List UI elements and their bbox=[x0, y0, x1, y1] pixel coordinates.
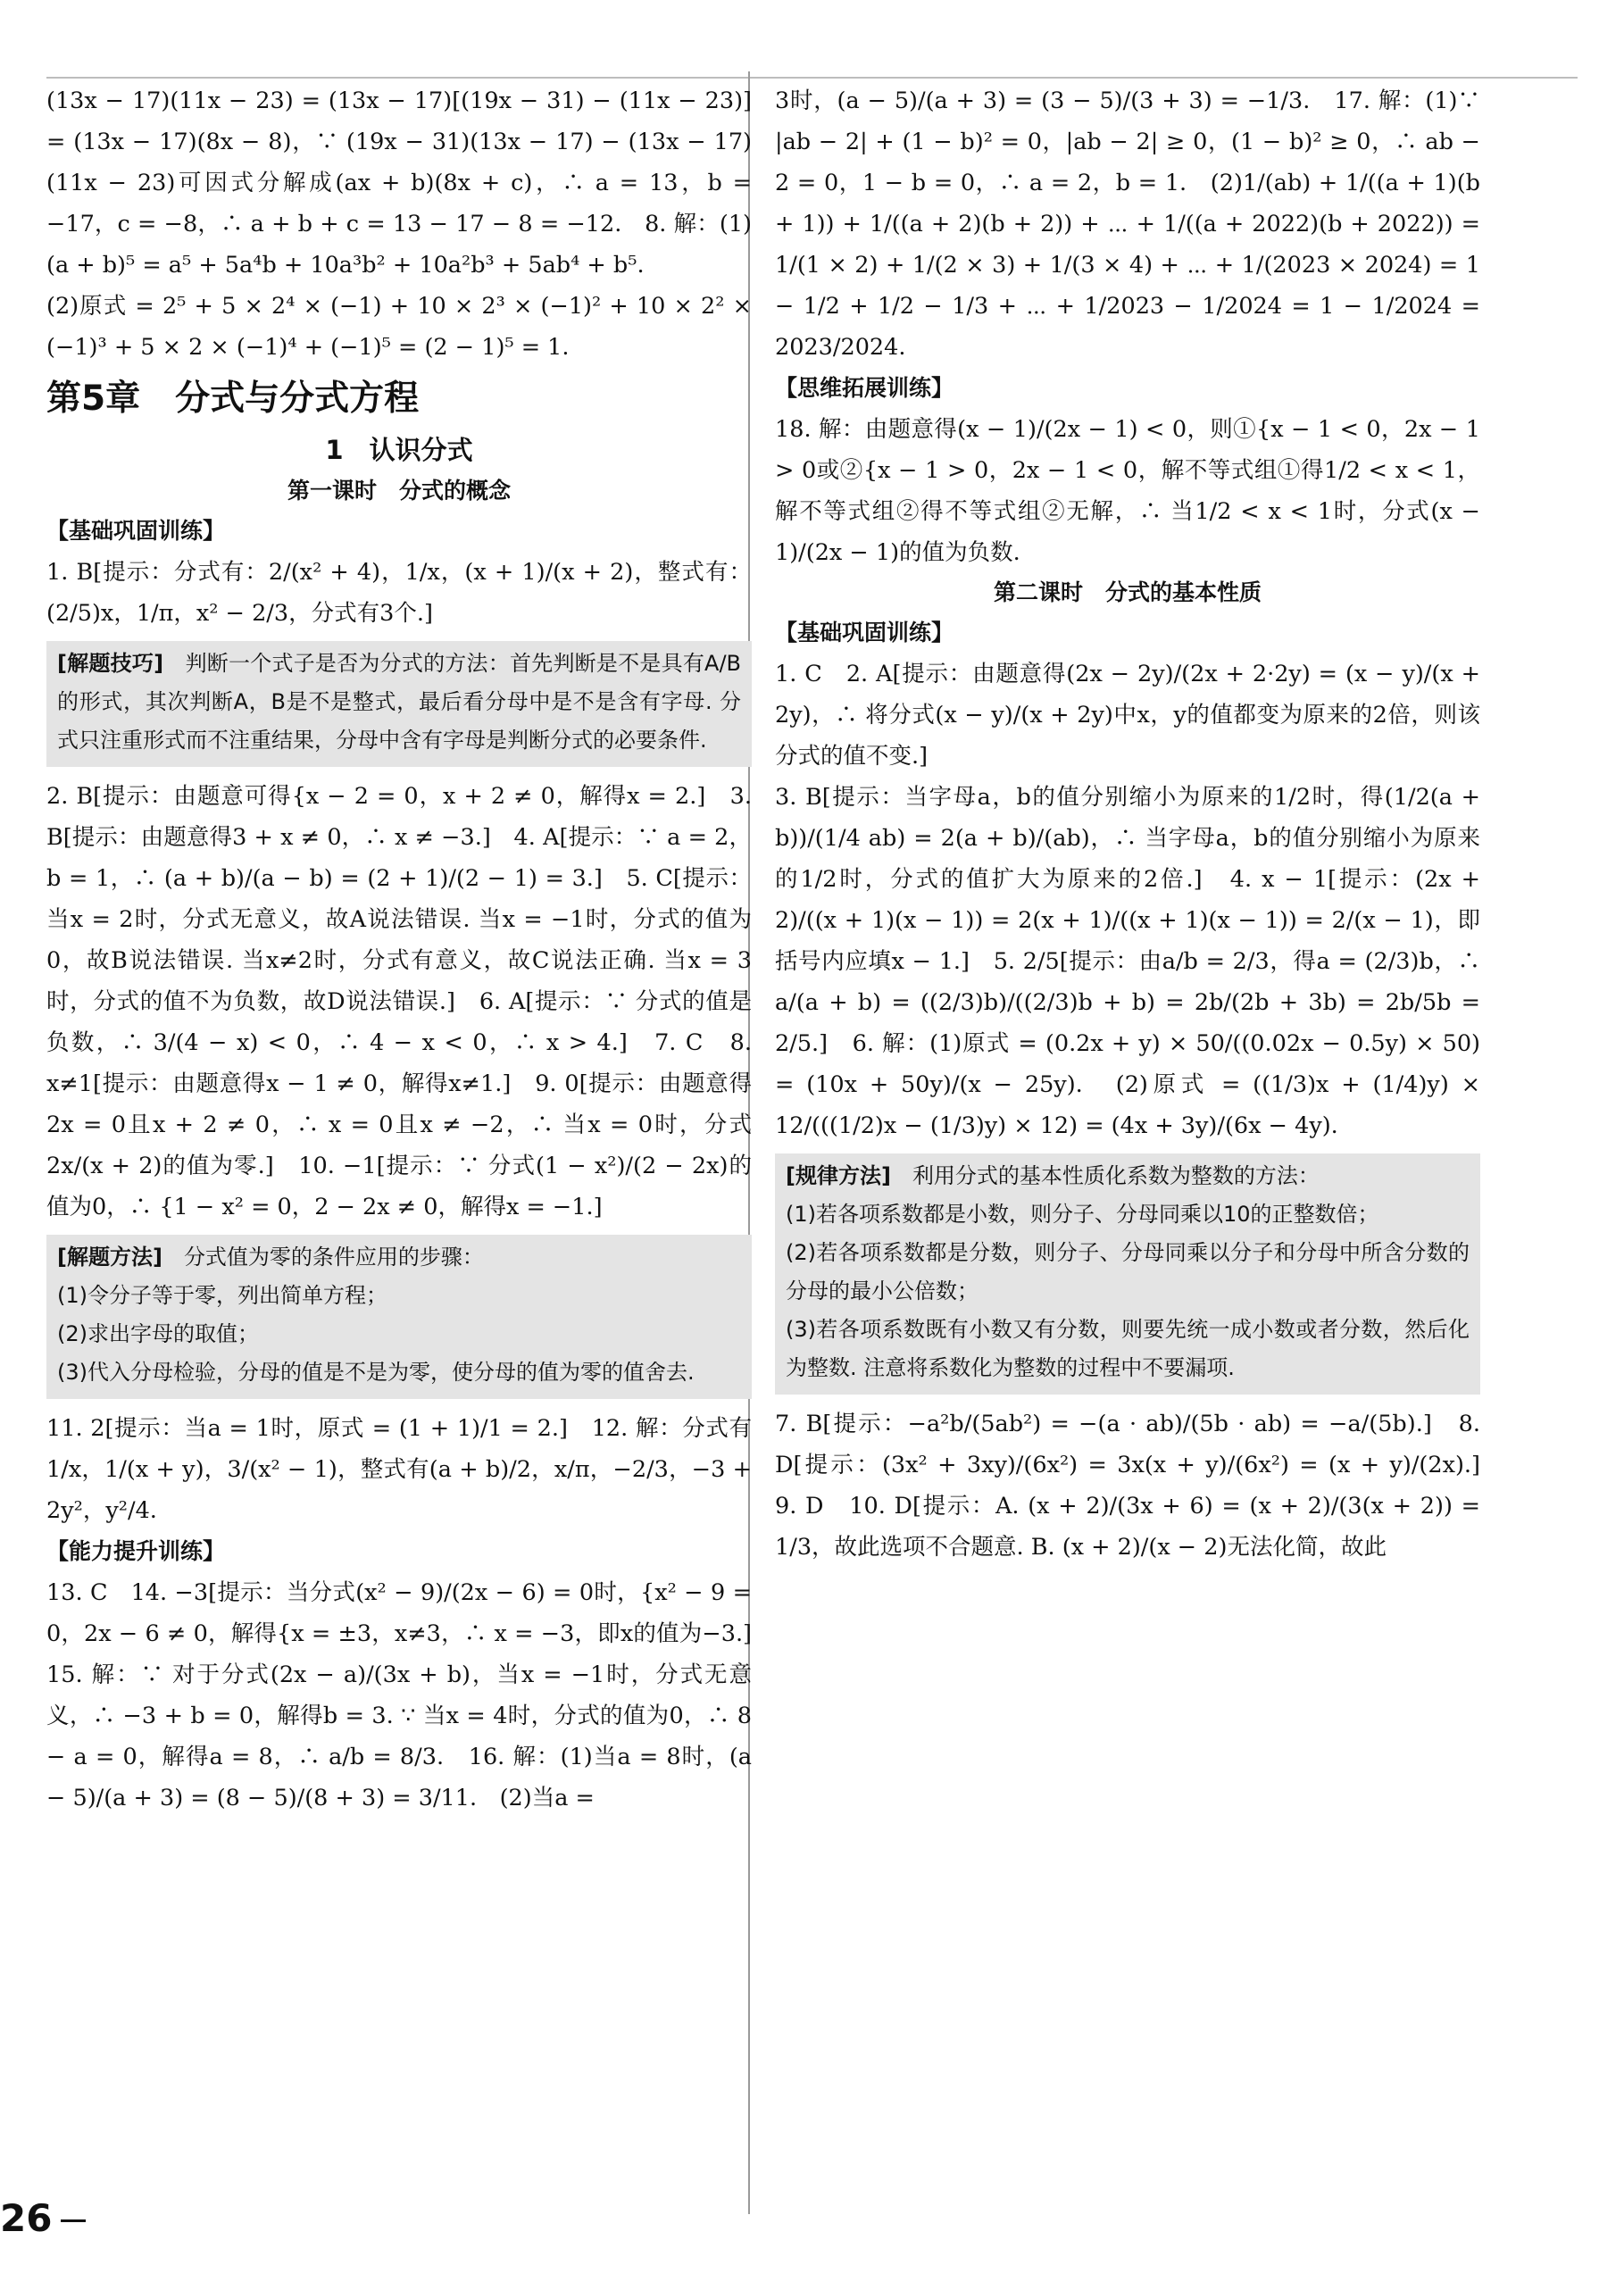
top-rule bbox=[46, 77, 1578, 79]
right-column bbox=[775, 80, 1503, 1568]
tip-line: (1)若各项系数都是小数，则分子、分母同乘以10的正整数倍； bbox=[786, 1202, 1379, 1227]
basic-training-heading: 【基础巩固训练】 bbox=[46, 518, 226, 544]
answers-1-2: 1. C 2. A[提示：由题意得(2x − 2y)/(2x + 2·2y) = (x − y)/(x + 2y)，∴ 将分式(x − y)/(x + 2y)中x，y的值都变为原来的2倍，则该分式的值不变.] bbox=[775, 661, 1480, 770]
lesson-title: 第一课时 分式的概念 bbox=[287, 478, 511, 504]
answers-7-10: 7. B[提示：−a²b/(5ab²) = −(a · ab)/(5b · ab) = −a/(5b).] 8. D[提示：(3x² + 3xy)/(6x²) = 3x(x + y)/(6x²) = (x + y)/(2x).] 9. D 10. D[提示：A. (x + 2)/(3x + 6) = (x + 2)/(3(x + 2)) = 1/3，故此选项不合题意. B. (x + 2)/(x − 2)无法化简，故此 bbox=[775, 1411, 1503, 1561]
tip-line: (3)代入分母检验，分母的值是不是为零，使分母的值为零的值舍去. bbox=[57, 1360, 695, 1385]
answer-1: 1. B[提示：分式有：2/(x² + 4)，1/x，(x + 1)/(x + 2)，整式有：(2/5)x，1/π，x² − 2/3，分式有3个.] bbox=[46, 559, 752, 627]
tip-text: 判断一个式子是否为分式的方法：首先判断是不是具有A/B的形式，其次判断A，B是不是整式，最后看分母中是不是含有字母. 分式只注重形式而不注重结果，分母中含有字母是判断分式的必要条件. bbox=[57, 651, 742, 753]
section-title: 1 认识分式 bbox=[325, 435, 473, 465]
tip-line: 利用分式的基本性质化系数为整数的方法： bbox=[912, 1163, 1320, 1188]
answers-13-16: 13. C 14. −3[提示：当分式(x² − 9)/(2x − 6) = 0时，{x² − 9 = 0，2x − 6 ≠ 0，解得{x = ±3，x≠3，∴ x = −3，即x的值为−3.] 15. 解：∵ 对于分式(2x − a)/(3x + b)，当x = −1时，分式无意义，∴ −3 + b = 0，解得b = 3. ∵ 当x = 4时，分式的值为0，∴ 8 − a = 0，解得a = 8，∴ a/b = 8/3. 16. 解：(1)当a = 8时，(a − 5)/(a + 3) = (8 − 5)/(8 + 3) = 3/11. (2)当a = bbox=[46, 1579, 775, 1811]
chapter-title: 第5章 分式与分式方程 bbox=[46, 379, 420, 419]
tip-box-skills bbox=[46, 641, 752, 767]
page-number-dash bbox=[61, 2219, 86, 2222]
continued-solution-2: (2)原式 = 2⁵ + 5 × 2⁴ × (−1) + 10 × 2³ × (−1)² + 10 × 2² × (−1)³ + 5 × 2 × (−1)⁴ + (−1)⁵ = (2 − 1)⁵ = 1. bbox=[46, 293, 752, 361]
tip-heading: [解题方法] bbox=[57, 1245, 162, 1270]
left-column bbox=[46, 80, 775, 1819]
basic-training-heading-2: 【基础巩固训练】 bbox=[775, 620, 954, 645]
answer-18: 18. 解：由题意得(x − 1)/(2x − 1) < 0，则①{x − 1 < 0，2x − 1 > 0或②{x − 1 > 0，2x − 1 < 0，解不等式组①得1/2 < x < 1，解不等式组②得不等式组②无解，∴ 当1/2 < x < 1时，分式(x − 1)/(2x − 1)的值为负数. bbox=[775, 416, 1480, 566]
tip-line: (1)令分子等于零，列出简单方程； bbox=[57, 1283, 387, 1308]
tip-heading: [解题技巧] bbox=[57, 651, 164, 676]
tip-box-method bbox=[46, 1235, 752, 1399]
tip-box-rule bbox=[775, 1153, 1480, 1395]
answers-2-10: 2. B[提示：由题意可得{x − 2 = 0，x + 2 ≠ 0，解得x = 2.] 3. B[提示：由题意得3 + x ≠ 0，∴ x ≠ −3.] 4. A[提示：∵ a = 2，b = 1，∴ (a + b)/(a − b) = (2 + 1)/(2 − 1) = 3.] 5. C[提示：当x = 2时，分式无意义，故A说法错误. 当x = −1时，分式的值为0，故B说法错误. 当x≠2时，分式有意义，故C说法正确. 当x = 3时，分式的值不为负数，故D说法错误.] 6. A[提示：∵ 分式的值是负数，∴ 3/(4 − x) < 0，∴ 4 − x < 0，∴ x > 4.] 7. C 8. x≠1[提示：由题意得x − 1 ≠ 0，解得x≠1.] 9. 0[提示：由题意得2x = 0且x + 2 ≠ 0，∴ x = 0且x ≠ −2，∴ 当x = 0时，分式2x/(x + 2)的值为零.] 10. −1[提示：∵ 分式(1 − x²)/(2 − 2x)的值为0，∴ {1 − x² = 0，2 − 2x ≠ 0，解得x = −1.] bbox=[46, 783, 752, 1220]
thinking-training-heading: 【思维拓展训练】 bbox=[775, 375, 954, 401]
answers-11-12: 11. 2[提示：当a = 1时，原式 = (1 + 1)/1 = 2.] 12. 解：分式有1/x，1/(x + y)，3/(x² − 1)，整式有(a + b)/2，x/π，−2/3，−3 + 2y²，y²/4. bbox=[46, 1415, 752, 1524]
answers-16-17: 3时，(a − 5)/(a + 3) = (3 − 5)/(3 + 3) = −1/3. 17. 解：(1)∵ |ab − 2| + (1 − b)² = 0，|ab − 2| ≥ 0，(1 − b)² ≥ 0，∴ ab − 2 = 0，1 − b = 0，∴ a = 2，b = 1. (2)1/(ab) + 1/((a + 1)(b + 1)) + 1/((a + 2)(b + 2)) + ⋯ + 1/((a + 2022)(b + 2022)) = 1/(1 × 2) + 1/(2 × 3) + 1/(3 × 4) + ⋯ + 1/(2023 × 2024) = 1 − 1/2 + 1/2 − 1/3 + ⋯ + 1/2023 − 1/2024 = 1 − 1/2024 = 2023/2024. bbox=[775, 87, 1480, 361]
answers-3-6: 3. B[提示：当字母a，b的值分别缩小为原来的1/2时，得(1/2(a + b))/(1/4 ab) = 2(a + b)/(ab)，∴ 当字母a，b的值分别缩小为原来的1/2时，分式的值扩大为原来的2倍.] 4. x − 1[提示：(2x + 2)/((x + 1)(x − 1)) = 2(x + 1)/((x + 1)(x − 1)) = 2/(x − 1)，即括号内应填x − 1.] 5. 2/5[提示：由a/b = 2/3，得a = (2/3)b，∴ a/(a + b) = ((2/3)b)/((2/3)b + b) = 2b/(2b + 3b) = 2b/5b = 2/5.] 6. 解：(1)原式 = (0.2x + y) × 50/((0.02x − 0.5y) × 50) = (10x + 50y)/(x − 25y). (2)原式 = ((1/3)x + (1/4)y) × 12/(((1/2)x − (1/3)y) × 12) = (4x + 3y)/(6x − 4y). bbox=[775, 784, 1480, 1139]
tip-line: (3)若各项系数既有小数又有分数，则要先统一成小数或者分数，然后化为整数. 注意将系数化为整数的过程中不要漏项. bbox=[786, 1317, 1470, 1380]
tip-heading: [规律方法] bbox=[786, 1163, 891, 1188]
tip-line: 分式值为零的条件应用的步骤： bbox=[183, 1245, 484, 1270]
continued-solution: (13x − 17)(11x − 23) = (13x − 17)[(19x − 31) − (11x − 23)] = (13x − 17)(8x − 8)，∵ (19x − 31)(13x − 17) − (13x − 17)(11x − 23)可因式分解成(ax + b)(8x + c)，∴ a = 13，b = −17，c = −8，∴ a + b + c = 13 − 17 − 8 = −12. 8. 解：(1)(a + b)⁵ = a⁵ + 5a⁴b + 10a³b² + 10a²b³ + 5ab⁴ + b⁵. bbox=[46, 87, 752, 279]
page-number-text: 26 bbox=[0, 2196, 53, 2240]
tip-line: (2)若各项系数都是分数，则分子、分母同乘以分子和分母中所含分数的分母的最小公倍数； bbox=[786, 1240, 1470, 1303]
page-number bbox=[0, 2196, 86, 2240]
lesson-title-2: 第二课时 分式的基本性质 bbox=[993, 579, 1262, 605]
ability-training-heading: 【能力提升训练】 bbox=[46, 1538, 226, 1564]
tip-line: (2)求出字母的取值； bbox=[57, 1321, 259, 1346]
